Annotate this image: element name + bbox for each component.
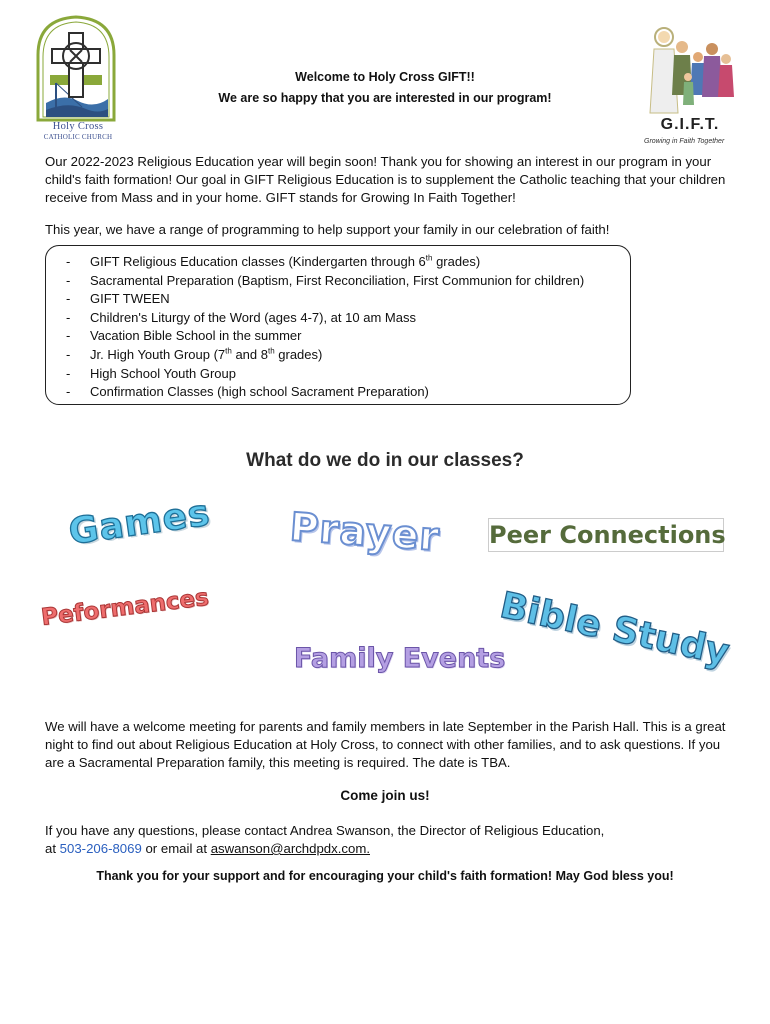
program-list: [66, 253, 584, 402]
list-item: [66, 309, 584, 328]
phone-link[interactable]: 503-206-8069: [59, 841, 142, 856]
list-item: [66, 383, 584, 402]
programming-intro: This year, we have a range of programming to help support your family in our celebration of faith!: [45, 222, 610, 237]
list-bullet: -: [66, 328, 71, 344]
welcome-line-1: Welcome to Holy Cross GIFT!!: [295, 70, 475, 84]
thank-you-line: Thank you for your support and for encouraging your child's faith formation! May God bless you!: [96, 869, 674, 883]
peer-connections-wordart: Peer Connections: [488, 518, 724, 552]
superscript: th: [267, 346, 275, 356]
list-item-text: Jr. High Youth Group (7: [90, 346, 226, 362]
list-item: [66, 365, 584, 384]
list-bullet: -: [66, 291, 71, 307]
welcome-header: [140, 67, 630, 109]
contact-line-2: [45, 840, 735, 858]
contact-line-1: If you have any questions, please contact Andrea Swanson, the Director of Religious Education,: [45, 823, 605, 838]
list-item: [66, 290, 584, 309]
contact-paragraph: [45, 822, 735, 858]
gift-family-logo: [640, 25, 742, 120]
list-item-text: GIFT Religious Education classes (Kindergarten through 6: [90, 254, 426, 269]
list-bullet: -: [66, 254, 71, 269]
list-item: [66, 253, 584, 272]
superscript: th: [425, 253, 433, 263]
list-item-text: Vacation Bible School in the summer: [90, 328, 302, 344]
classes-heading: What do we do in our classes?: [246, 450, 524, 471]
gift-logo-tagline: Growing in Faith Together: [644, 138, 725, 145]
list-item-text: Confirmation Classes (high school Sacrament Preparation): [90, 384, 429, 400]
list-item-text: Children's Liturgy of the Word (ages 4-7), at 10 am Mass: [90, 309, 416, 325]
family-events-wordart: Family Events: [294, 643, 506, 674]
list-item: [66, 327, 584, 346]
list-bullet: -: [66, 365, 71, 381]
list-item-text: Sacramental Preparation (Baptism, First Reconciliation, First Communion for children): [90, 272, 585, 288]
bible-study-wordart: Bible Study: [496, 585, 733, 674]
list-item: [66, 346, 584, 365]
list-bullet: -: [66, 346, 71, 362]
church-subtitle: CATHOLIC CHURCH: [43, 133, 113, 141]
list-item-text: grades): [432, 254, 481, 269]
meeting-paragraph: We will have a welcome meeting for parents and family members in late September in the Parish Hall. This is a great night to find out about Religious Education at Holy Cross, to connect with other families, and to ask questions. If you are a Sacramental Preparation family, this meeting is required. The date is TBA.: [45, 719, 726, 770]
gift-logo-title: G.I.F.T.: [660, 116, 720, 133]
games-wordart: Games: [66, 492, 213, 553]
list-item: [66, 272, 584, 291]
list-item-text: High School Youth Group: [90, 365, 236, 381]
contact-text: at: [45, 841, 60, 856]
list-bullet: -: [66, 272, 71, 288]
come-join-heading: Come join us!: [340, 788, 430, 803]
performances-wordart: Peformances: [39, 584, 211, 631]
superscript: th: [225, 346, 232, 356]
list-item-text: GIFT TWEEN: [90, 291, 170, 307]
contact-text: or email at: [141, 841, 211, 856]
welcome-line-2: We are so happy that you are interested in our program!: [218, 91, 552, 105]
family-illustration-icon: [640, 25, 742, 120]
prayer-wordart: Prayer: [288, 505, 442, 561]
intro-paragraph: Our 2022-2023 Religious Education year will begin soon! Thank you for showing an interest in our program in your child's faith formation! Our goal in GIFT Religious Education is to supplement the Catholic teaching that your children receive from Mass and in your home. GIFT stands for Growing In Faith Together!: [45, 154, 726, 205]
church-name: Holy Cross: [52, 121, 104, 132]
church-arch-icon: [34, 15, 118, 125]
list-bullet: -: [66, 309, 71, 325]
list-item-text: and 8: [231, 346, 268, 362]
list-bullet: -: [66, 384, 71, 400]
list-item-text: grades): [274, 346, 323, 362]
email-link[interactable]: aswanson@archdpdx.com.: [210, 841, 370, 856]
